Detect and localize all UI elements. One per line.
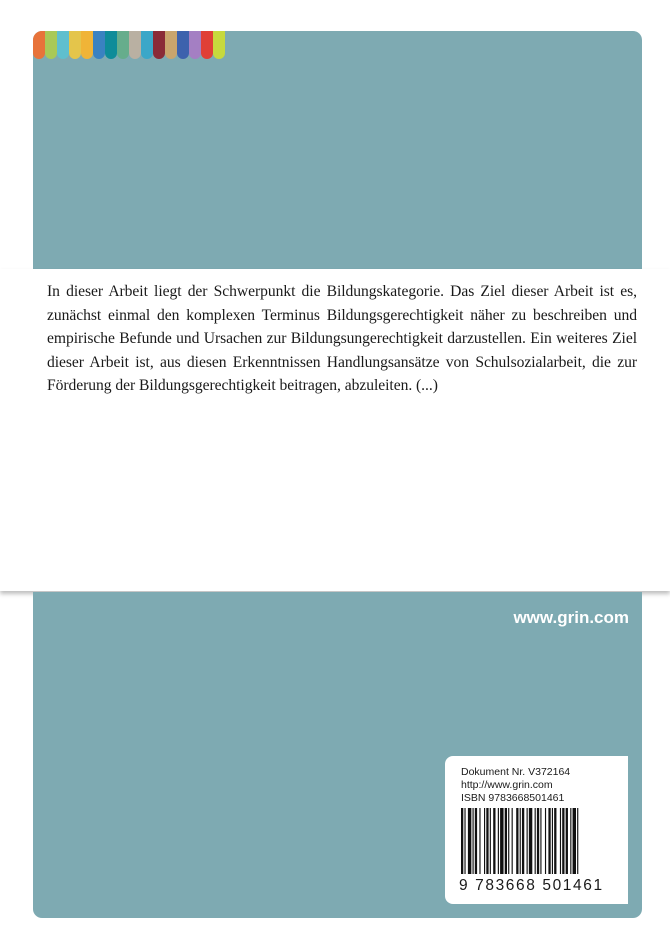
document-number: Dokument Nr. V372164 (461, 766, 571, 778)
barcode-bar (566, 808, 568, 874)
color-stripe (93, 31, 105, 59)
barcode-bar (498, 808, 499, 874)
barcode-bar (490, 808, 491, 874)
barcode-bar (570, 808, 571, 874)
color-stripe (201, 31, 213, 59)
barcode-bar (548, 808, 550, 874)
cover-bottom-panel (33, 592, 642, 918)
barcode-bar (540, 808, 541, 874)
barcode-bar (562, 808, 564, 874)
color-stripe (33, 31, 45, 59)
barcode-bar (529, 808, 532, 874)
barcode-bar (475, 808, 477, 874)
document-url[interactable]: http://www.grin.com (461, 779, 553, 791)
barcode-bar (512, 808, 513, 874)
color-stripe (129, 31, 141, 59)
barcode-bar (560, 808, 561, 874)
barcode-bar (479, 808, 480, 874)
barcode-bar (508, 808, 509, 874)
barcode-bar (545, 808, 546, 874)
barcode-bar (461, 808, 463, 874)
color-stripe (69, 31, 81, 59)
color-stripe (165, 31, 177, 59)
barcode-bar (500, 808, 503, 874)
barcode-bar (522, 808, 524, 874)
color-stripe (117, 31, 129, 59)
color-stripe (213, 31, 225, 59)
cover-top-panel (33, 31, 642, 269)
barcode-bar (535, 808, 536, 874)
barcode-bar (464, 808, 465, 874)
publisher-website[interactable]: www.grin.com (513, 608, 629, 627)
color-stripe (45, 31, 57, 59)
barcode-bar (516, 808, 518, 874)
barcode-bar (520, 808, 521, 874)
barcode-bar (484, 808, 485, 874)
barcode-bar (473, 808, 474, 874)
color-stripe (57, 31, 69, 59)
barcode-bar (527, 808, 528, 874)
barcode-bar (552, 808, 553, 874)
barcode-icon (459, 808, 621, 876)
barcode-bar (573, 808, 576, 874)
barcode-digits: 9 783668 501461 (459, 877, 604, 894)
book-description: In dieser Arbeit liegt der Schwerpunkt die Bildungskategorie. Das Ziel dieser Arbeit ist es, zunächst einmal den komplexen Terminus Bildungsgerechtigkeit näher zu beschreiben und empirische Befunde und Ursachen zur Bildungsungerechtigkeit darzustellen. Ein weiteres Ziel dieser Arbeit ist, aus diesen Erkenntnissen Handlungsansätze von Schulsozialarbeit, die zur Förderung der Bildungsgerechtigkeit beitragen, abzuleiten. (...) (47, 283, 637, 394)
color-stripe (177, 31, 189, 59)
document-meta (461, 766, 570, 805)
barcode-bar (505, 808, 507, 874)
color-stripes (33, 31, 225, 59)
isbn-label: ISBN 9783668501461 (461, 792, 565, 804)
color-stripe (189, 31, 201, 59)
color-stripe (81, 31, 93, 59)
barcode-bar (537, 808, 539, 874)
barcode-bar (493, 808, 495, 874)
barcode-bar (468, 808, 471, 874)
barcode-bar (577, 808, 578, 874)
barcode-box (445, 756, 628, 904)
color-stripe (141, 31, 153, 59)
barcode-bar (554, 808, 556, 874)
color-stripe (153, 31, 165, 59)
barcode-bar (486, 808, 488, 874)
color-stripe (105, 31, 117, 59)
